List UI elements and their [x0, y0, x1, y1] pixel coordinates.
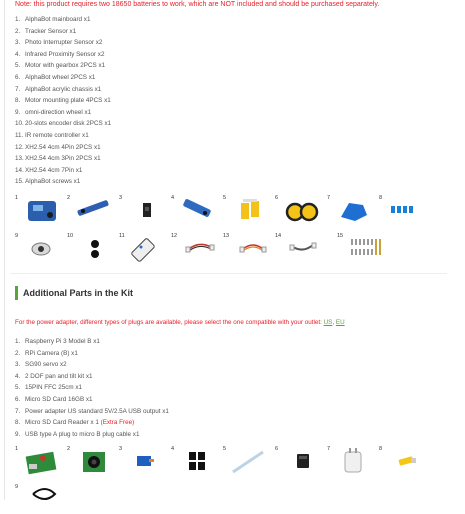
- list-item: 9. omni-direction wheel x1: [15, 108, 92, 116]
- extra-free-badge: (Extra Free): [100, 419, 135, 427]
- thumb-ir-proximity: 4: [171, 195, 221, 225]
- list-item: 13.XH2.54 4cm 3Pin 2PCS x1: [15, 155, 101, 163]
- thumb-xh-4pin: 12: [171, 233, 221, 263]
- list-item: 10.20-slots encoder disk 2PCS x1: [15, 120, 112, 128]
- list-item: 1. AlphaBot mainboard x1: [15, 16, 91, 23]
- kit-contents-list: [15, 14, 111, 188]
- thumb-omni-wheel: 9: [15, 233, 65, 263]
- thumb-mainboard: 1: [15, 195, 65, 225]
- power-adapter-note: [15, 319, 345, 326]
- list-item: 8. Micro SD Card Reader x 1 (Extra Free): [15, 419, 135, 427]
- section-title-additional-parts: Additional Parts in the Kit: [15, 286, 133, 300]
- list-item: 14.XH2.54 4cm 7Pin x1: [15, 166, 83, 174]
- list-item: 4. Infrared Proximity Sensor x2: [15, 50, 105, 58]
- link-separator: ,: [332, 319, 335, 326]
- list-item: 7. Power adapter US standard 5V/2.5A USB output x1: [15, 407, 169, 415]
- thumb-servo: 3: [119, 446, 169, 476]
- battery-note: Note: this product requires two 18650 batteries to work, which are NOT included and should be purchased separately.: [15, 1, 380, 8]
- thumb-raspberry-pi: 1: [15, 446, 65, 476]
- list-item: 12.XH2.54 4cm 4Pin 2PCS x1: [15, 143, 101, 151]
- list-item: 3. SG90 servo x2: [15, 361, 67, 369]
- section-divider: [10, 273, 447, 274]
- thumb-xh-3pin: 13: [223, 233, 273, 263]
- list-item: 5. Motor with gearbox 2PCS x1: [15, 62, 106, 70]
- thumb-power-adapter: 7: [327, 446, 377, 476]
- thumb-sd-card: 6: [275, 446, 325, 476]
- list-item: 11. IR remote controller x1: [15, 131, 89, 139]
- list-item: 4. 2 DOF pan and tilt kit x1: [15, 372, 93, 380]
- list-item: 5. 15PIN FFC 25cm x1: [15, 384, 83, 392]
- list-item: 3. Photo Interrupter Sensor x2: [15, 39, 103, 47]
- thumb-photo-interrupter: 3: [119, 195, 169, 225]
- thumb-ir-remote: 11: [119, 233, 169, 263]
- thumb-screws: 15: [337, 233, 387, 263]
- thumb-wheel: 6: [275, 195, 325, 225]
- thumb-ffc-cable: 5: [223, 446, 273, 476]
- thumb-mounting-plate: 8: [379, 195, 429, 225]
- list-item: 8. Motor mounting plate 4PCS x1: [15, 97, 111, 105]
- link-us[interactable]: US: [323, 319, 333, 326]
- additional-parts-list: [15, 336, 169, 440]
- list-item: 7. AlphaBot acrylic chassis x1: [15, 85, 102, 93]
- thumb-rpi-camera: 2: [67, 446, 117, 476]
- list-item: 6. Micro SD Card 16GB x1: [15, 395, 93, 403]
- thumb-encoder-disk: 10: [67, 233, 117, 263]
- list-item: 2. RPi Camera (B) x1: [15, 349, 78, 357]
- thumb-xh-7pin: 14: [275, 233, 325, 263]
- list-item: 6. AlphaBot wheel 2PCS x1: [15, 73, 96, 81]
- list-item: 1. Raspberry Pi 3 Model B x1: [15, 338, 100, 345]
- page-left-border: [4, 0, 5, 500]
- thumb-usb-cable: 9: [15, 484, 65, 514]
- thumb-pan-tilt: 4: [171, 446, 221, 476]
- thumb-card-reader: 8: [379, 446, 429, 476]
- list-item: 2. Tracker Sensor x1: [15, 27, 77, 35]
- link-eu[interactable]: EU: [335, 319, 345, 326]
- thumb-motor-gearbox: 5: [223, 195, 273, 225]
- thumb-tracker-sensor: 2: [67, 195, 117, 225]
- list-item: 15.AlphaBot screws x1: [15, 178, 81, 186]
- power-note-text: For the power adapter, different types of plugs are available, please select the one compatible with your outlet:: [15, 319, 322, 326]
- list-item: 9. USB type A plug to micro B plug cable x1: [15, 430, 140, 438]
- thumb-acrylic-chassis: 7: [327, 195, 377, 225]
